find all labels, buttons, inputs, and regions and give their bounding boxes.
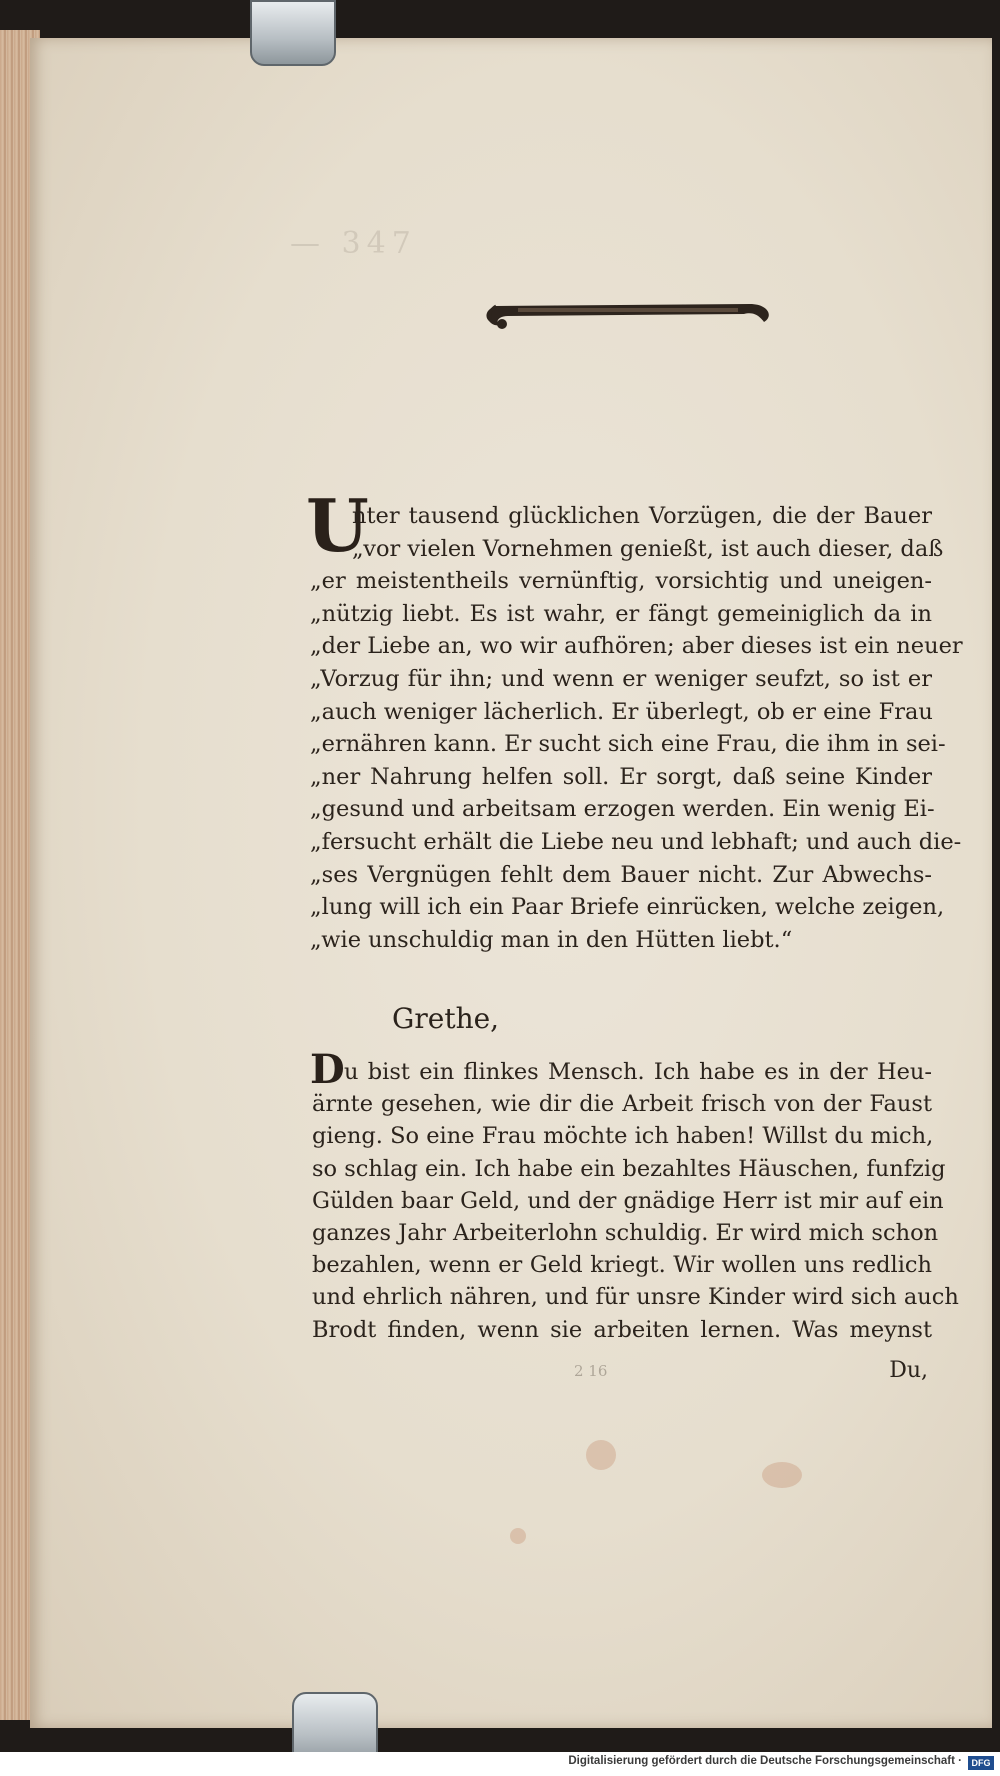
drop-cap: U xyxy=(306,483,369,568)
dfg-logo: DFG xyxy=(968,1756,994,1770)
text-line: so schlag ein. Ich habe ein bezahltes Häuschen, funfzig xyxy=(312,1155,946,1182)
text-line: bezahlen, wenn er Geld kriegt. Wir wollen uns redlich xyxy=(312,1252,932,1279)
catchword: Du, xyxy=(889,1358,928,1383)
text-line: gieng. So eine Frau möchte ich haben! Willst du mich, xyxy=(312,1123,934,1150)
text-line: ganzes Jahr Arbeiterlohn schuldig. Er wird mich schon xyxy=(312,1220,939,1247)
text-line: „lung will ich ein Paar Briefe einrücken, welche zeigen, xyxy=(310,894,945,921)
text-line: „ernähren kann. Er sucht sich eine Frau, die ihm in sei- xyxy=(310,731,946,758)
signature-mark: 2 16 xyxy=(574,1362,608,1380)
text-line: ärnte gesehen, wie dir die Arbeit frisch von der Faust xyxy=(312,1091,932,1118)
text-line: Brodt finden, wenn sie arbeiten lernen. Was meynst xyxy=(312,1316,932,1343)
paper-stain xyxy=(586,1440,616,1470)
paper-stain xyxy=(510,1528,526,1544)
bleed-through-text: — 347 xyxy=(290,226,417,261)
letter-salutation: Grethe, xyxy=(392,1002,500,1035)
text-line: „auch weniger lächerlich. Er überlegt, ob er eine Frau xyxy=(310,698,933,725)
text-line: „der Liebe an, wo wir aufhören; aber dieses ist ein neuer xyxy=(310,633,963,660)
text-line: und ehrlich nähren, und für unsre Kinder wird sich auch xyxy=(312,1284,959,1311)
ornament-rule xyxy=(478,290,778,338)
text-line: „Vorzug für ihn; und wenn er weniger seufzt, so ist er xyxy=(310,665,932,692)
paper-stain xyxy=(762,1462,802,1488)
main-text xyxy=(310,500,963,956)
letter-text xyxy=(312,1056,959,1346)
text-line: „ner Nahrung helfen soll. Er sorgt, daß seine Kinder xyxy=(310,763,932,790)
text-line: nter tausend glücklichen Vorzügen, die der Bauer xyxy=(352,503,932,529)
text-line: Gülden baar Geld, und der gnädige Herr ist mir auf ein xyxy=(312,1187,944,1214)
text-line: „ses Vergnügen fehlt dem Bauer nicht. Zur Abwechs- xyxy=(310,861,932,888)
text-line: „er meistentheils vernünftig, vorsichtig und uneigen- xyxy=(310,568,932,595)
page-clip-top xyxy=(250,0,336,66)
funding-credit: Digitalisierung gefördert durch die Deutsche Forschungsgemeinschaft · xyxy=(568,1755,962,1767)
text-line: „gesund und arbeitsam erzogen werden. Ein wenig Ei- xyxy=(310,796,935,823)
text-line: „nützig liebt. Es ist wahr, er fängt gemeiniglich da in xyxy=(310,600,932,627)
text-line: „fersucht erhält die Liebe neu und lebhaft; und auch die- xyxy=(310,828,962,855)
text-line: u bist ein flinkes Mensch. Ich habe es in der Heu- xyxy=(344,1059,932,1085)
text-line: „vor vielen Vornehmen genießt, ist auch dieser, daß xyxy=(352,535,944,562)
letter-drop-cap: D xyxy=(310,1046,345,1093)
text-line: „wie unschuldig man in den Hütten liebt.“ xyxy=(310,926,793,953)
